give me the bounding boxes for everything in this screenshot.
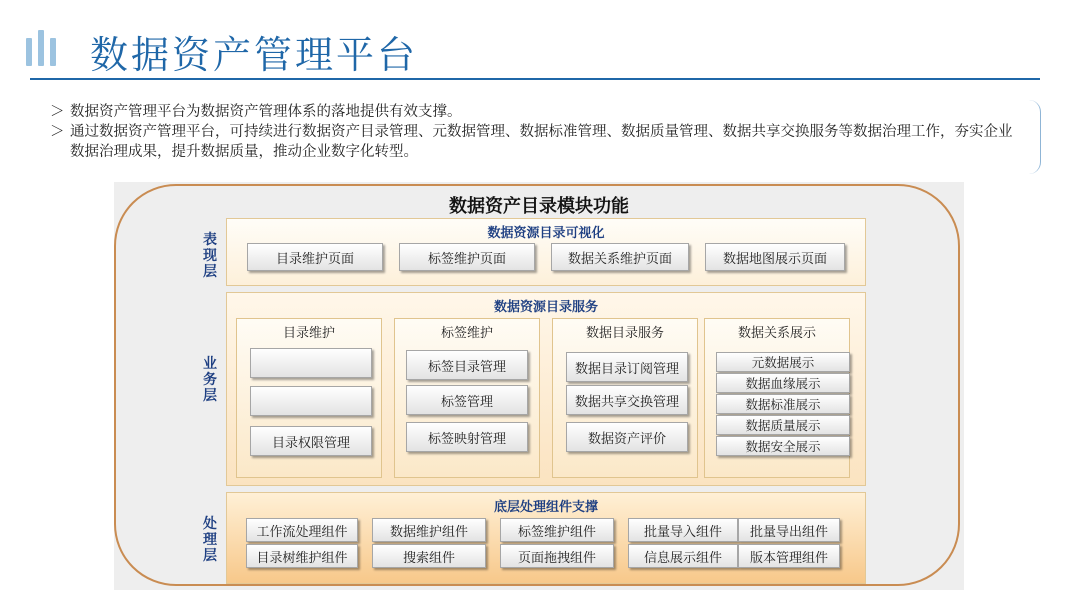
node-drag-component: 页面拖拽组件 [500, 544, 614, 568]
layer-label-presentation [200, 232, 220, 280]
node-batch-import-component: 批量导入组件 [628, 518, 738, 542]
bullet-marker-icon: ＞ [50, 104, 65, 120]
node-datamap-page: 数据地图展示页面 [705, 243, 845, 271]
intro-bullets [50, 102, 1020, 162]
layer-label-char: 层 [203, 264, 217, 280]
node-asset-evaluation: 数据资产评价 [566, 422, 688, 452]
module-diagram [114, 182, 964, 590]
node-info-display-component: 信息展示组件 [628, 544, 738, 568]
layer-label-char: 表 [203, 232, 217, 248]
node-tree-component: 目录树维护组件 [246, 544, 358, 568]
node-metadata-display: 元数据展示 [716, 352, 850, 372]
node-lineage-display: 数据血缘展示 [716, 373, 850, 393]
bullet-item [50, 122, 1020, 162]
node-security-display: 数据安全展示 [716, 436, 850, 456]
node-subscription: 数据目录订阅管理 [566, 352, 688, 382]
node-tag-management: 标签管理 [406, 385, 528, 415]
node-search-component: 搜索组件 [372, 544, 486, 568]
column-title: 目录维护 [282, 326, 335, 341]
node-tag-page: 标签维护页面 [399, 243, 535, 271]
layer-label-char: 处 [203, 516, 217, 532]
panel-title: 数据资源目录服务 [493, 300, 598, 315]
layer-label-processing [200, 516, 220, 564]
layer-label-business [200, 356, 220, 404]
node-workflow-component: 工作流处理组件 [246, 518, 358, 542]
node-tag-mapping: 标签映射管理 [406, 422, 528, 452]
node-blank [250, 386, 372, 416]
node-standard-display: 数据标准展示 [716, 394, 850, 414]
layer-label-char: 理 [203, 532, 217, 548]
layer-label-char: 现 [203, 248, 217, 264]
page-title: 数据资产管理平台 [90, 33, 419, 77]
column-title: 数据目录服务 [585, 326, 664, 341]
bullet-text: 通过数据资产管理平台，可持续进行数据资产目录管理、元数据管理、数据标准管理、数据质量管理、数据共享交换服务等数据治理工作，夯实企业数据治理成果，提升数据质量，推动企业数字化转型。 [70, 124, 1013, 160]
node-quality-display: 数据质量展示 [716, 415, 850, 435]
node-version-component: 版本管理组件 [738, 544, 840, 568]
node-sharing-exchange: 数据共享交换管理 [566, 385, 688, 415]
presentation-layer-panel [226, 218, 866, 286]
column-title: 标签维护 [440, 326, 493, 341]
bullet-marker-icon: ＞ [50, 124, 65, 140]
bullet-item [50, 102, 1020, 122]
panel-title: 底层处理组件支撑 [493, 500, 598, 515]
bullet-text: 数据资产管理平台为数据资产管理体系的落地提供有效支撑。 [70, 104, 462, 120]
diagram-title: 数据资产目录模块功能 [449, 196, 629, 217]
node-batch-export-component: 批量导出组件 [738, 518, 840, 542]
layer-label-char: 层 [203, 548, 217, 564]
node-relation-page: 数据关系维护页面 [551, 243, 689, 271]
node-tag-maintenance-component: 标签维护组件 [500, 518, 614, 542]
layer-label-char: 业 [203, 356, 217, 372]
decorative-bracket [1028, 100, 1041, 174]
node-blank [250, 348, 372, 378]
panel-title: 数据资源目录可视化 [487, 226, 605, 241]
node-data-maintenance-component: 数据维护组件 [372, 518, 486, 542]
title-divider [30, 78, 1040, 80]
header-logo-mark [26, 22, 62, 66]
node-catalog-permission: 目录权限管理 [250, 426, 372, 456]
node-tag-catalog: 标签目录管理 [406, 350, 528, 380]
column-title: 数据关系展示 [737, 326, 816, 341]
layer-label-char: 层 [203, 388, 217, 404]
node-catalog-page: 目录维护页面 [247, 243, 383, 271]
layer-label-char: 务 [203, 372, 217, 388]
